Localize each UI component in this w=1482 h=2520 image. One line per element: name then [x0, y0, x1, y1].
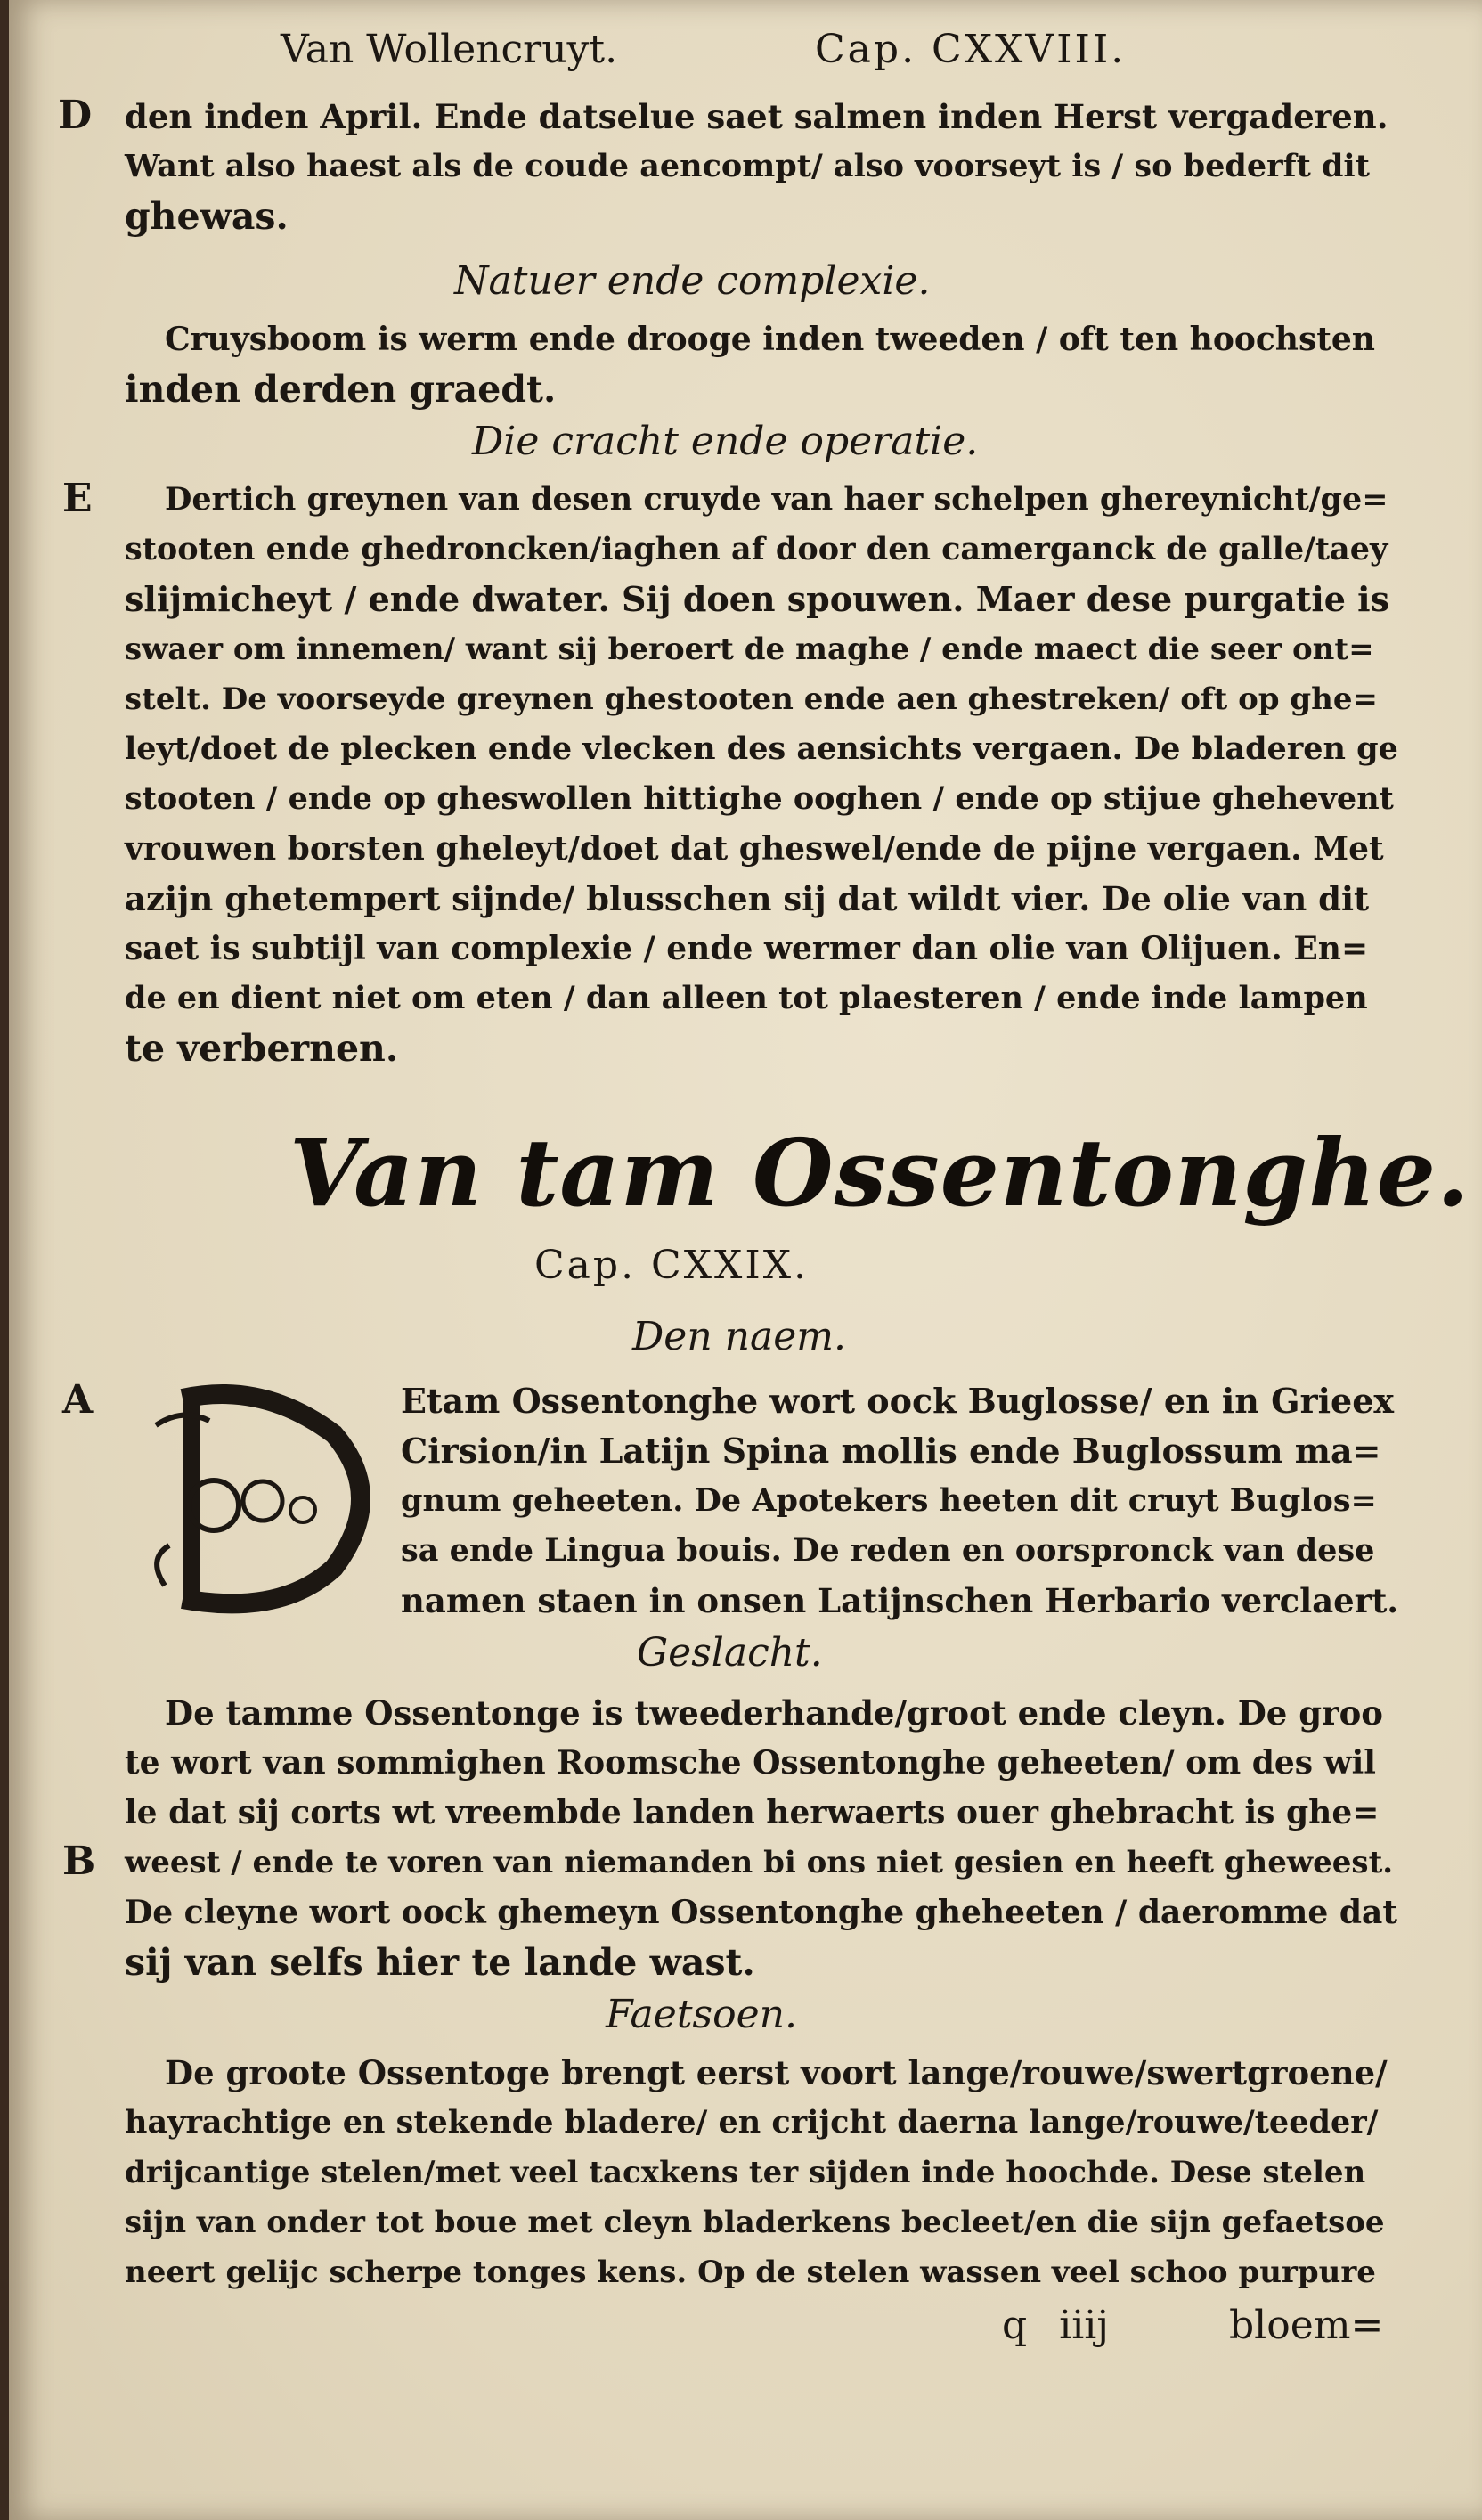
page-signature: q iiij: [1002, 2303, 1110, 2348]
initial-ornament-icon: [129, 1372, 396, 1621]
body-line: stelt. De voorseyde greynen ghestooten ende aen ghestreken/ oft op ghe=: [125, 681, 1378, 717]
catchword: bloem=: [1229, 2303, 1384, 2348]
body-line: inden derden graedt.: [125, 368, 557, 411]
body-line: slijmicheyt / ende dwater. Sij doen spouwen. Maer dese purgatie is: [125, 579, 1389, 619]
body-line: Dertich greynen van desen cruyde van haer schelpen ghereynicht/ge=: [165, 481, 1388, 518]
body-line: den inden April. Ende datselue saet salmen inden Herst vergaderen.: [125, 97, 1388, 136]
body-line: De tamme Ossentonge is tweederhande/groot ende cleyn. De groo: [165, 1693, 1383, 1733]
body-line: saet is subtijl van complexie / ende wermer dan olie van Olijuen. En=: [125, 930, 1369, 967]
body-line: stooten ende ghedroncken/iaghen af door den camerganck de galle/taey: [125, 531, 1388, 567]
body-line: vrouwen borsten gheleyt/doet dat gheswel/ende de pijne vergaen. Met: [125, 830, 1384, 868]
body-line: Cruysboom is werm ende drooge inden tweeden / oft ten hoochsten: [165, 321, 1375, 358]
body-line: De cleyne wort oock ghemeyn Ossentonghe gheheeten / daeromme dat: [125, 1894, 1397, 1931]
body-line: Etam Ossentonghe wort oock Buglosse/ en in Grieex: [401, 1381, 1395, 1421]
body-line: te wort van sommighen Roomsche Ossentonghe geheeten/ om des wil: [125, 1744, 1376, 1782]
body-line: sijn van onder tot boue met cleyn bladerkens becleet/en die sijn gefaetsoe: [125, 2205, 1385, 2240]
chapter-number: Cap. CXXVIII.: [815, 27, 1127, 72]
body-line: azijn ghetempert sijnde/ blusschen sij dat wildt vier. De olie van dit: [125, 879, 1370, 918]
body-line: De groote Ossentoge brengt eerst voort lange/rouwe/swertgroene/: [165, 2053, 1388, 2092]
body-line: weest / ende te voren van niemanden bi ons niet gesien en heeft gheweest.: [125, 1845, 1394, 1880]
body-line: te verbernen.: [125, 1027, 399, 1070]
body-line: Cirsion/in Latijn Spina mollis ende Buglossum ma=: [401, 1431, 1381, 1471]
body-line: hayrachtige en stekende bladere/ en crijcht daerna lange/rouwe/teeder/: [125, 2104, 1379, 2141]
section-heading-cracht: Die cracht ende operatie.: [472, 419, 979, 464]
margin-letter-b: B: [62, 1839, 96, 1884]
body-line: sa ende Lingua bouis. De reden en oorspronck van dese: [401, 1532, 1375, 1569]
body-line: de en dient niet om eten / dan alleen tot plaesteren / ende inde lampen: [125, 980, 1368, 1016]
section-heading-geslacht: Geslacht.: [637, 1630, 823, 1676]
section-heading-natuer: Natuer ende complexie.: [454, 258, 931, 304]
body-line: gnum geheeten. De Apotekers heeten dit cruyt Buglos=: [401, 1482, 1377, 1519]
chapter-title: Van tam Ossentonghe.: [289, 1118, 1470, 1227]
body-line: leyt/doet de plecken ende vlecken des aensichts vergaen. De bladeren ge: [125, 730, 1398, 767]
body-line: stooten / ende op gheswollen hittighe ooghen / ende op stijue ghehevent: [125, 780, 1394, 817]
margin-letter-a: A: [62, 1377, 94, 1423]
body-line: neert gelijc scherpe tonges kens. Op de stelen wassen veel schoo purpure: [125, 2255, 1376, 2290]
body-line: drijcantige stelen/met veel tacxkens ter sijden inde hoochde. Dese stelen: [125, 2155, 1366, 2190]
margin-letter-e: E: [62, 476, 93, 521]
body-line: le dat sij corts wt vreembde landen herwaerts ouer ghebracht is ghe=: [125, 1794, 1380, 1831]
body-line: ghewas.: [125, 195, 289, 238]
body-line: namen staen in onsen Latijnschen Herbario verclaert.: [401, 1581, 1399, 1620]
chapter-number: Cap. CXXIX.: [534, 1243, 810, 1288]
section-heading-naem: Den naem.: [632, 1314, 846, 1359]
body-line: sij van selfs hier te lande wast.: [125, 1941, 755, 1984]
body-line: swaer om innemen/ want sij beroert de maghe / ende maect die seer ont=: [125, 632, 1374, 667]
body-line: Want also haest als de coude aencompt/ also voorseyt is / so bederft dit: [125, 148, 1370, 184]
margin-letter-d: D: [58, 93, 93, 138]
book-page: [9, 0, 1482, 2520]
decorated-initial: [129, 1372, 396, 1621]
running-title: Van Wollencruyt.: [281, 27, 618, 72]
section-heading-faetsoen: Faetsoen.: [606, 1992, 797, 2037]
